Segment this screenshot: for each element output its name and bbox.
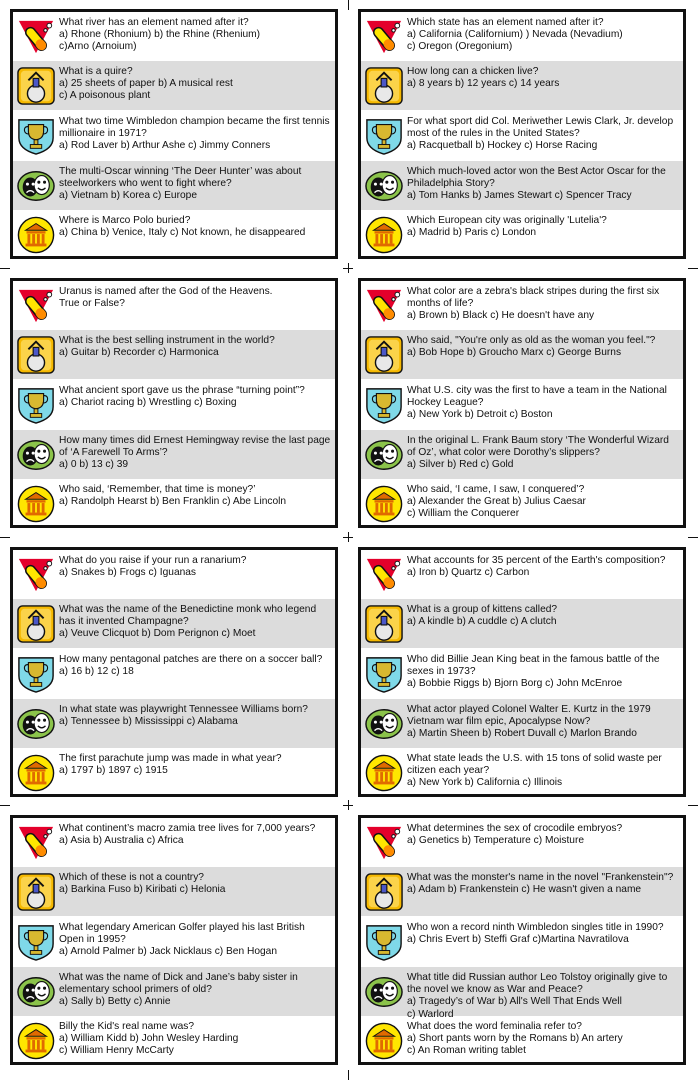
question-text: Which of these is not a country? a) Barkina Fuso b) Kiribati c) Helonia: [59, 872, 226, 896]
theater-masks-icon: [17, 436, 55, 474]
science-tube-icon: [365, 556, 403, 594]
question-text: What river has an element named after it? a) Rhone (Rhonium) b) the Rhine (Rhenium) c)Arno (Arnoium): [59, 17, 261, 53]
trivia-card: [10, 815, 338, 1065]
science-tube-icon: [17, 556, 55, 594]
question-row-sports: [13, 380, 335, 429]
question-row-entertainment: [361, 161, 683, 210]
question-row-history: [13, 210, 335, 259]
question-row-entertainment: [13, 161, 335, 210]
question-text: The first parachute jump was made in what year? a) 1797 b) 1897 c) 1915: [59, 753, 282, 777]
crop-mark: [348, 0, 349, 10]
question-row-history: [13, 748, 335, 797]
crop-mark: [348, 1070, 349, 1080]
question-row-science: [361, 818, 683, 867]
museum-icon: [17, 216, 55, 254]
question-text: What U.S. city was the first to have a team in the National Hockey League? a) New York b) Detroit c) Boston: [407, 385, 667, 421]
question-text: What was the name of Dick and Jane’s baby sister in elementary school primers of old? a) Sally b) Betty c) Annie: [59, 972, 298, 1008]
question-row-arts: [13, 330, 335, 379]
question-row-sports: [13, 917, 335, 966]
question-row-history: [361, 748, 683, 797]
question-row-history: [13, 1016, 335, 1065]
crop-mark: [0, 805, 10, 806]
question-row-science: [13, 12, 335, 61]
trophy-icon: [17, 117, 55, 155]
museum-icon: [365, 485, 403, 523]
question-text: How many pentagonal patches are there on a soccer ball? a) 16 b) 12 c) 18: [59, 654, 323, 678]
question-text: How long can a chicken live? a) 8 years b) 12 years c) 14 years: [407, 66, 560, 90]
science-tube-icon: [365, 824, 403, 862]
theater-masks-icon: [365, 973, 403, 1011]
question-row-sports: [361, 917, 683, 966]
science-tube-icon: [17, 824, 55, 862]
question-row-science: [13, 818, 335, 867]
question-row-arts: [361, 867, 683, 916]
trophy-icon: [365, 386, 403, 424]
crop-mark: [688, 537, 698, 538]
question-text: Who did Billie Jean King beat in the famous battle of the sexes in 1973? a) Bobbie Riggs b) Bjorn Borg c) John McEnroe: [407, 654, 660, 690]
question-text: Who said, ‘I came, I saw, I conquered’? a) Alexander the Great b) Julius Caesar c) William the Conquerer: [407, 484, 586, 520]
question-row-history: [361, 1016, 683, 1065]
question-text: How many times did Ernest Hemingway revise the last page of ‘A Farewell To Arms’? a) 0 b) 13 c) 39: [59, 435, 331, 471]
question-row-sports: [13, 649, 335, 698]
question-row-history: [361, 479, 683, 528]
museum-icon: [365, 1022, 403, 1060]
question-row-science: [361, 281, 683, 330]
question-text: In the original L. Frank Baum story ‘The Wonderful Wizard of Oz’, what color were Dorothy’s slippers? a) Silver b) Red c) Gold: [407, 435, 669, 471]
science-tube-icon: [17, 287, 55, 325]
question-row-entertainment: [13, 699, 335, 748]
question-text: What title did Russian author Leo Tolstoy originally give to the novel we know as War and Peace? a) Tragedy’s of War b) All's Well That Ends Well c) Warlord: [407, 972, 668, 1020]
question-row-history: [361, 210, 683, 259]
question-row-science: [361, 12, 683, 61]
question-row-arts: [13, 867, 335, 916]
question-text: Who said, ‘Remember, that time is money?’ a) Randolph Hearst b) Ben Franklin c) Abe Lincoln: [59, 484, 287, 508]
trophy-icon: [17, 386, 55, 424]
museum-icon: [365, 754, 403, 792]
crop-mark: [348, 263, 349, 273]
question-row-entertainment: [361, 699, 683, 748]
question-text: What two time Wimbledon champion became the first tennis millionaire in 1971? a) Rod Laver b) Arthur Ashe c) Jimmy Conners: [59, 116, 330, 152]
theater-masks-icon: [365, 167, 403, 205]
question-text: Which much-loved actor won the Best Actor Oscar for the Philadelphia Story? a) Tom Hanks b) James Stewart c) Spencer Tracy: [407, 166, 666, 202]
museum-icon: [17, 754, 55, 792]
question-text: Uranus is named after the God of the Heavens. True or False?: [59, 286, 273, 310]
paint-brush-icon: [365, 336, 403, 374]
crop-mark: [688, 805, 698, 806]
question-row-science: [13, 281, 335, 330]
trivia-card: [358, 9, 686, 259]
paint-brush-icon: [17, 67, 55, 105]
question-text: What is the best selling instrument in the world? a) Guitar b) Recorder c) Harmonica: [59, 335, 275, 359]
question-text: For what sport did Col. Meriwether Lewis Clark, Jr. develop most of the rules in the United States? a) Racquetball b) Hockey c) Horse Racing: [407, 116, 674, 152]
crop-mark: [0, 537, 10, 538]
question-row-sports: [361, 111, 683, 160]
trivia-card: [358, 278, 686, 528]
paint-brush-icon: [17, 336, 55, 374]
question-text: Which European city was originally 'Lutelia'? a) Madrid b) Paris c) London: [407, 215, 607, 239]
crop-mark: [0, 268, 10, 269]
question-text: What is a group of kittens called? a) A kindle b) A cuddle c) A clutch: [407, 604, 558, 628]
question-row-sports: [361, 649, 683, 698]
question-text: Where is Marco Polo buried? a) China b) Venice, Italy c) Not known, he disappeared: [59, 215, 306, 239]
question-row-entertainment: [13, 430, 335, 479]
question-row-arts: [13, 599, 335, 648]
question-row-entertainment: [361, 967, 683, 1020]
theater-masks-icon: [17, 167, 55, 205]
question-text: What was the name of the Benedictine monk who legend has it invented Champagne? a) Veuve Clicquot b) Dom Perignon c) Moet: [59, 604, 317, 640]
paint-brush-icon: [365, 873, 403, 911]
trophy-icon: [365, 923, 403, 961]
question-text: What actor played Colonel Walter E. Kurtz in the 1979 Vietnam war film epic, Apocalypse Now? a) Martin Sheen b) Robert Duvall c) Marlon Brando: [407, 704, 651, 740]
question-text: Who said, "You're only as old as the woman you feel."? a) Bob Hope b) Groucho Marx c) George Burns: [407, 335, 656, 359]
trivia-card: [10, 278, 338, 528]
trophy-icon: [365, 117, 403, 155]
trophy-icon: [17, 655, 55, 693]
trivia-card: [10, 9, 338, 259]
theater-masks-icon: [365, 436, 403, 474]
theater-masks-icon: [17, 705, 55, 743]
question-text: What ancient sport gave us the phrase “turning point”? a) Chariot racing b) Wrestling c) Boxing: [59, 385, 305, 409]
science-tube-icon: [365, 287, 403, 325]
question-row-arts: [13, 61, 335, 110]
museum-icon: [17, 1022, 55, 1060]
question-row-science: [13, 550, 335, 599]
question-row-sports: [13, 111, 335, 160]
question-text: What do you raise if your run a ranarium? a) Snakes b) Frogs c) Iguanas: [59, 555, 247, 579]
question-row-entertainment: [361, 430, 683, 479]
theater-masks-icon: [17, 973, 55, 1011]
crop-mark: [348, 532, 349, 542]
question-text: What state leads the U.S. with 15 tons of solid waste per citizen each year? a) New York b) California c) Illinois: [407, 753, 662, 789]
question-text: Billy the Kid's real name was? a) William Kidd b) John Wesley Harding c) William Henry McCarty: [59, 1021, 239, 1057]
question-row-arts: [361, 599, 683, 648]
question-row-arts: [361, 61, 683, 110]
question-text: The multi-Oscar winning ‘The Deer Hunter’ was about steelworkers who went to fight where? a) Vietnam b) Korea c) Europe: [59, 166, 302, 202]
trivia-card: [358, 547, 686, 797]
question-text: In what state was playwright Tennessee Williams born? a) Tennessee b) Mississippi c) Alabama: [59, 704, 308, 728]
question-row-science: [361, 550, 683, 599]
question-row-entertainment: [13, 967, 335, 1016]
paint-brush-icon: [365, 67, 403, 105]
science-tube-icon: [365, 18, 403, 56]
paint-brush-icon: [365, 605, 403, 643]
question-text: What does the word feminalia refer to? a) Short pants worn by the Romans b) An artery c) An Roman writing tablet: [407, 1021, 623, 1057]
question-text: What continent’s macro zamia tree lives for 7,000 years? a) Asia b) Australia c) Africa: [59, 823, 316, 847]
trivia-card: [358, 815, 686, 1065]
question-text: What legendary American Golfer played his last British Open in 1995? a) Arnold Palmer b) Jack Nicklaus c) Ben Hogan: [59, 922, 305, 958]
trivia-card: [10, 547, 338, 797]
paint-brush-icon: [17, 605, 55, 643]
question-text: What accounts for 35 percent of the Earth's composition? a) Iron b) Quartz c) Carbon: [407, 555, 666, 579]
crop-mark: [688, 268, 698, 269]
trophy-icon: [365, 655, 403, 693]
question-text: What color are a zebra's black stripes during the first six months of life? a) Brown b) Black c) He doesn't have any: [407, 286, 660, 322]
crop-mark: [348, 800, 349, 810]
museum-icon: [365, 216, 403, 254]
question-row-history: [13, 479, 335, 528]
question-text: What determines the sex of crocodile embryos? a) Genetics b) Temperature c) Moisture: [407, 823, 623, 847]
question-text: Who won a record ninth Wimbledon singles title in 1990? a) Chris Evert b) Steffi Graf c)Martina Navratilova: [407, 922, 664, 946]
paint-brush-icon: [17, 873, 55, 911]
question-row-arts: [361, 330, 683, 379]
question-text: Which state has an element named after it? a) California (Californium) ) Nevada (Nevadium) c) Oregon (Oregonium): [407, 17, 623, 53]
question-text: What was the monster's name in the novel "Frankenstein"? a) Adam b) Frankenstein c) He wasn't given a name: [407, 872, 674, 896]
question-text: What is a quire? a) 25 sheets of paper b) A musical rest c) A poisonous plant: [59, 66, 233, 102]
science-tube-icon: [17, 18, 55, 56]
museum-icon: [17, 485, 55, 523]
theater-masks-icon: [365, 705, 403, 743]
question-row-sports: [361, 380, 683, 429]
trophy-icon: [17, 923, 55, 961]
